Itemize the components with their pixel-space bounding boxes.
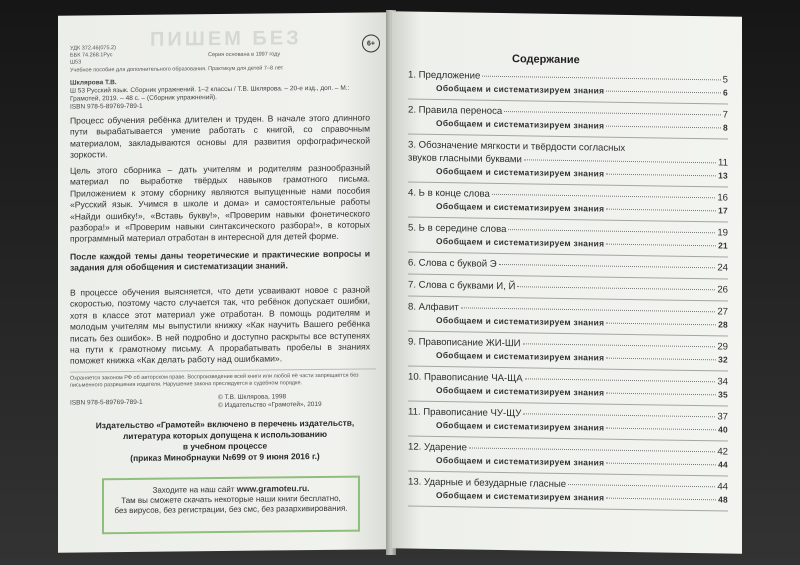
method-paragraph: После каждой темы даны теоретические и практические вопросы и задания для обобщения и систематизации знаний. [70, 248, 370, 274]
dot-leader [524, 159, 716, 163]
learning-paragraph: В процессе обучения выясняется, что дети усваивают новое с разной скоростью, поэтому часто случается так, что ребёнок допускает ошибки, хотя в классе этот материал уже отработан. В помощь родителям и молодым учителям мы выпустили книжку «Как научить Вашего ребёнка писать без ошибок». В ней подробно и доступно раскрыты все вступенях на пути к грамотному письму. А прорабатывать пробелы в знаниях поможет книжка «Как делать работу над ошибками». [70, 284, 370, 367]
toc-summary-label: Обобщаем и систематизируем знания [436, 82, 605, 96]
genre-line: Учебное пособие для дополнительного образования. Практикум для детей 7–8 лет [70, 65, 284, 74]
purpose-paragraph: Цель этого сборника – дать учителям и родителям разнообразный материал по выработке твёрдых навыков грамотного письма. Приложением к этому сборнику являются выпущенные нами пособия «Русский язык. Учимся в школе и дома» и самостоятельные работы «Найди ошибку!», «Вставь букву!», «Проверим навыки фонетического разбора!» и «Проверим навыки синтаксического разбора!», в которых программный материал отработан в интересной для детей форме. [70, 162, 370, 245]
toc-topic-label: 9. Правописание ЖИ-ШИ [408, 336, 521, 350]
dot-leader [504, 111, 720, 115]
toc-page-number: 6 [723, 87, 728, 98]
toc-topic-label: 4. Ь в конце слова [408, 187, 490, 200]
notice-line: Издательство «Грамотей» включено в перечень издательств, [95, 417, 355, 431]
toc-entry [408, 302, 728, 337]
dot-leader [525, 378, 716, 382]
toc-summary-label: Обобщаем и систематизируем знания [436, 489, 605, 503]
toc-page-number: 16 [717, 192, 728, 204]
toc-page-number: 19 [717, 227, 728, 239]
dot-leader [492, 194, 715, 199]
toc-page-number: 5 [722, 74, 728, 86]
dot-leader [606, 323, 716, 326]
toc-summary-label: Обобщаем и систематизируем знания [436, 454, 605, 468]
toc-summary-label: Обобщаем и систематизируем знания [436, 117, 605, 131]
toc-page-number: 42 [717, 446, 728, 458]
toc-entry [408, 223, 728, 258]
notice-line: литература которых допущена к использованию [122, 428, 328, 442]
dot-leader [606, 498, 716, 501]
toc-topic-label: звуков гласными буквами [408, 152, 522, 166]
dot-leader [508, 229, 715, 233]
dot-leader [461, 307, 716, 312]
meta-line: Ш53 [70, 59, 82, 66]
toc-page-number: 28 [718, 319, 728, 330]
dot-leader [469, 447, 715, 452]
toc-topic-label: 13. Ударные и безударные гласные [408, 476, 567, 490]
toc-page-number: 26 [717, 284, 728, 296]
series-line: Серия основана в 1997 году [208, 51, 281, 59]
website-link: www.gramoteu.ru. [236, 483, 310, 494]
dot-leader [606, 91, 721, 94]
toc-page-number: 48 [718, 494, 728, 505]
toc-page-number: 44 [718, 459, 728, 470]
dot-leader [499, 264, 716, 268]
toc-topic-label: 2. Правила переноса [408, 104, 503, 117]
toc-entry [408, 337, 728, 372]
toc-entry [408, 372, 728, 407]
toc-page-number: 17 [718, 205, 728, 216]
intro-paragraph: Процесс обучения ребёнка длителен и труден. В начале этого длинного пути вырабатывается умение работать с книгой, со справочным материалом, закладываются основы для развития орфографической зоркости. [70, 112, 370, 160]
dot-leader [523, 343, 716, 347]
toc-page-number: 11 [718, 157, 728, 169]
dot-leader [606, 463, 716, 466]
age-rating-badge: 6+ [362, 34, 380, 52]
isbn-line: ISBN 978-5-89769-789-1 [70, 102, 143, 111]
toc-topic-label: 6. Слова с буквой Э [408, 257, 497, 270]
meta-line: ББК 74.268.1Рус [70, 52, 113, 59]
right-book-page [392, 11, 742, 553]
toc-topic-label: 1. Предложение [408, 69, 481, 82]
toc-summary-label: Обобщаем и систематизируем знания [436, 419, 605, 433]
toc-summary-label: Обобщаем и систематизируем знания [436, 165, 605, 179]
toc-summary-label: Обобщаем и систематизируем знания [436, 314, 605, 328]
toc-topic-label: 11. Правописание ЧУ-ЩУ [408, 406, 522, 420]
toc-page-number: 8 [723, 122, 728, 133]
dot-leader [606, 393, 716, 396]
toc-page-number: 35 [718, 389, 728, 400]
toc-topic-label: 12. Ударение [408, 441, 467, 454]
toc-topic-label: 10. Правописание ЧА-ЩА [408, 371, 523, 385]
promo-line: без вирусов, без регистрации, без смс, без разархивирования. [114, 504, 348, 516]
copyright-author: © Т.В. Шклярова, 1998 [218, 393, 287, 402]
rights-notice: Охраняется законом РФ об авторском праве. Воспроизведение всей книги или любой её части запрещается без письменного разрешения издателя. Нарушение закона преследуется в судебном порядке. [70, 372, 359, 389]
toc-entry [408, 70, 728, 105]
toc-entry [408, 105, 728, 140]
contents-title: Содержание [512, 53, 580, 67]
copyright-block [218, 392, 368, 410]
isbn-bottom: ISBN 978-5-89769-789-1 [70, 398, 143, 407]
author-heading: Шклярова Т.В. [70, 79, 117, 87]
copyright-publisher: © Издательство «Грамотей», 2019 [218, 400, 322, 410]
dot-leader [568, 484, 715, 487]
dot-leader [606, 126, 721, 129]
toc-summary-label: Обобщаем и систематизируем знания [436, 200, 605, 214]
dot-leader [606, 244, 716, 247]
notice-line: (приказ Минобрнауки №699 от 9 июня 2016 г.) [130, 450, 320, 463]
toc-topic-label: 5. Ь в середине слова [408, 222, 507, 236]
toc-summary-label: Обобщаем и систематизируем знания [436, 349, 605, 363]
dot-leader [606, 174, 716, 177]
toc-page-number: 44 [717, 481, 728, 493]
website-promo-box [102, 476, 360, 535]
bibliographic-record [70, 76, 370, 111]
toc-entry [408, 188, 728, 223]
dot-leader [523, 413, 715, 417]
promo-line: Там вы сможете скачать некоторые наши книги бесплатно, [121, 493, 341, 506]
toc-page-number: 7 [722, 109, 728, 121]
toc-entry [408, 477, 728, 512]
ghost-title: ПИШЕМ БЕЗ [150, 27, 302, 51]
notice-line: в учебном процессе [182, 440, 268, 452]
toc-page-number: 21 [718, 240, 728, 251]
toc-summary-label: Обобщаем и систематизируем знания [436, 384, 605, 398]
toc-page-number: 32 [718, 354, 728, 365]
dot-leader [606, 209, 716, 212]
toc-page-number: 40 [718, 424, 728, 435]
toc-topic-label: 3. Обозначение мягкости и твёрдости согласных [408, 139, 626, 154]
table-of-contents [408, 70, 728, 517]
left-book-page [58, 12, 390, 552]
toc-page-number: 24 [717, 262, 728, 274]
toc-entry [408, 407, 728, 442]
toc-page-number: 34 [717, 376, 728, 388]
dot-leader [606, 358, 716, 361]
promo-text: Заходите на наш сайт [152, 484, 235, 495]
toc-summary-label: Обобщаем и систематизируем знания [436, 235, 605, 249]
toc-entry [408, 140, 728, 188]
dot-leader [606, 428, 716, 431]
toc-topic-label: 8. Алфавит [408, 301, 459, 314]
publisher-notice [84, 418, 366, 465]
toc-entry [408, 280, 728, 302]
dot-leader [517, 286, 715, 290]
dot-leader [482, 76, 720, 81]
toc-entry [408, 442, 728, 477]
meta-line: УДК 372.46(075.2) [70, 45, 116, 52]
toc-topic-label: 7. Слова с буквами И, Й [408, 279, 516, 293]
toc-topic-line [408, 280, 728, 298]
toc-entry [408, 258, 728, 280]
toc-page-number: 27 [717, 306, 728, 318]
toc-page-number: 37 [717, 411, 728, 423]
toc-topic-line [408, 258, 728, 276]
bibliographic-line: Ш 53 Русский язык. Сборник упражнений. 1–2 классы / Т.В. Шклярова. – 20-е изд., доп. – М.: Грамотей, 2019. – 48 с. – (Сборник упражнений). [70, 84, 350, 103]
toc-page-number: 29 [717, 341, 728, 353]
toc-page-number: 13 [718, 170, 728, 181]
